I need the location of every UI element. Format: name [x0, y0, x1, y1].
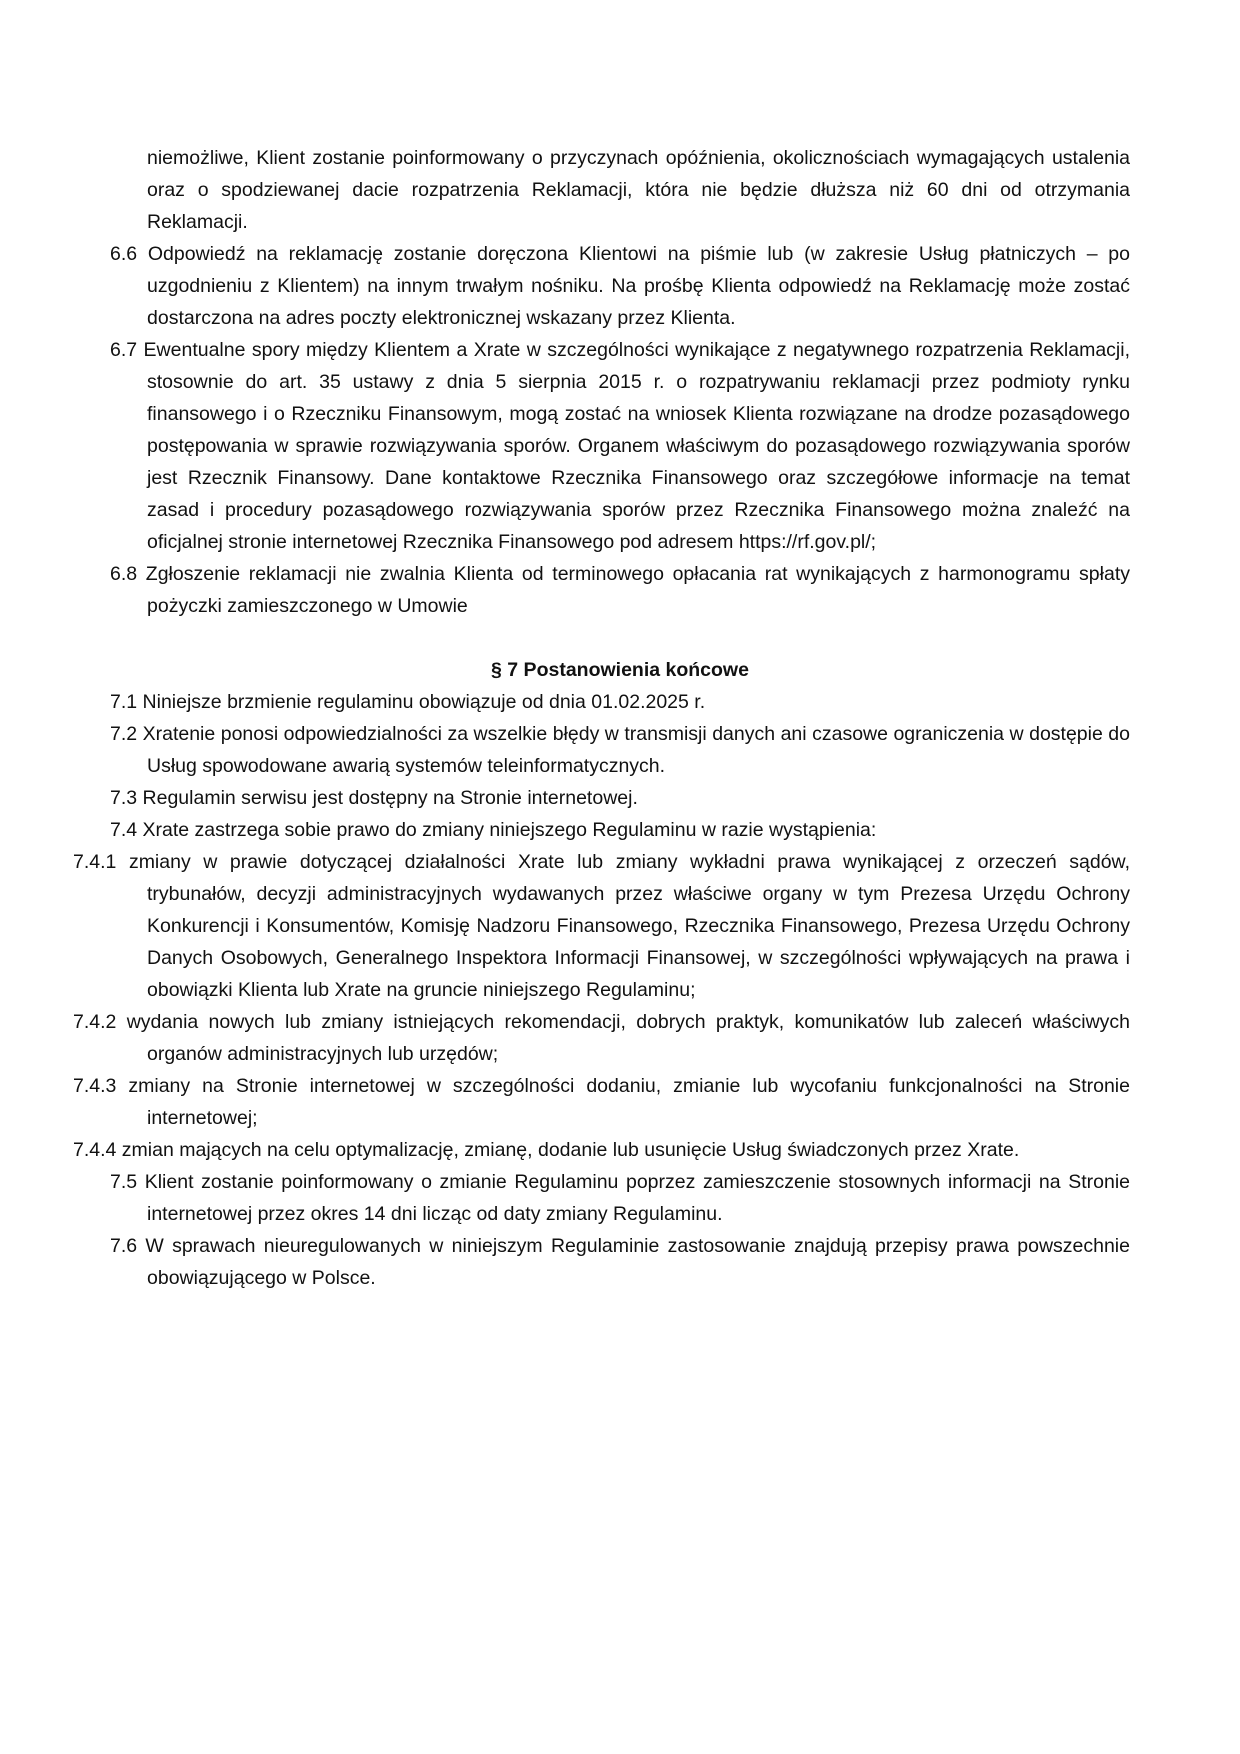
clause-text: wydania nowych lub zmiany istniejących rekomendacji, dobrych praktyk, komunikatów lub zaleceń właściwych organów administracyjnych lub urzędów;	[126, 1011, 1130, 1065]
clause-number: 7.6	[110, 1235, 138, 1257]
clause-number: 6.6	[110, 243, 138, 265]
clause-number: 7.4.1	[73, 851, 117, 873]
paragraph-6-5-continuation: niemożliwe, Klient zostanie poinformowany o przyczynach opóźnienia, okolicznościach wymagających ustalenia oraz o spodziewanej dacie rozpatrzenia Reklamacji, która nie będzie dłuższa niż 60 dni od otrzymania Reklamacji.	[147, 147, 1130, 233]
section-7-heading: § 7 Postanowienia końcowe	[491, 659, 749, 681]
clause-7-4-4	[73, 1134, 1130, 1166]
clause-7-5	[110, 1166, 1130, 1230]
clause-number: 6.8	[110, 563, 138, 585]
clause-number: 7.2	[110, 723, 138, 745]
clause-number: 6.7	[110, 339, 138, 361]
clause-number: 7.1	[110, 691, 138, 713]
clause-6-6	[110, 238, 1130, 334]
clause-number: 7.4.2	[73, 1011, 117, 1033]
clause-text: Xratenie ponosi odpowiedzialności za wszelkie błędy w transmisji danych ani czasowe ograniczenia w dostępie do Usług spowodowane awarią systemów teleinformatycznych.	[142, 723, 1130, 777]
clause-6-8	[110, 558, 1130, 622]
clause-text: Odpowiedź na reklamację zostanie doręczona Klientowi na piśmie lub (w zakresie Usług płatniczych – po uzgodnieniu z Klientem) na innym trwałym nośniku. Na prośbę Klienta odpowiedź na Reklamację może zostać dostarczona na adres poczty elektronicznej wskazany przez Klienta.	[147, 243, 1130, 329]
clause-text: zmiany w prawie dotyczącej działalności Xrate lub zmiany wykładni prawa wynikającej z orzeczeń sądów, trybunałów, decyzji administracyjnych wydawanych przez właściwe organy w tym Prezesa Urzędu Ochrony Konkurencji i Konsumentów, Komisję Nadzoru Finansowego, Rzecznika Finansowego, Prezesa Urzędu Ochrony Danych Osobowych, Generalnego Inspektora Informacji Finansowej, w szczególności wpływających na prawa i obowiązki Klienta lub Xrate na gruncie niniejszego Regulaminu;	[128, 851, 1130, 1001]
clause-text: Niniejsze brzmienie regulaminu obowiązuje od dnia 01.02.2025 r.	[142, 691, 706, 713]
clause-number: 7.5	[110, 1171, 138, 1193]
clause-text: Xrate zastrzega sobie prawo do zmiany niniejszego Regulaminu w razie wystąpienia:	[142, 819, 877, 841]
clause-number: 7.4	[110, 819, 138, 841]
clause-text: Ewentualne spory między Klientem a Xrate w szczególności wynikające z negatywnego rozpatrzenia Reklamacji, stosownie do art. 35 ustawy z dnia 5 sierpnia 2015 r. o rozpatrywaniu reklamacji przez podmioty rynku finansowego i o Rzeczniku Finansowym, mogą zostać na wniosek Klienta rozwiązane na drodze pozasądowego postępowania w sprawie rozwiązywania sporów. Organem właściwym do pozasądowego rozwiązywania sporów jest Rzecznik Finansowy. Dane kontaktowe Rzecznika Finansowego oraz szczegółowe informacje na temat zasad i procedury pozasądowego rozwiązywania sporów przez Rzecznika Finansowego można znaleźć na oficjalnej stronie internetowej Rzecznika Finansowego pod adresem https://rf.gov.pl/;	[143, 339, 1131, 553]
clause-7-1	[110, 686, 1130, 718]
clause-6-7	[110, 334, 1130, 558]
clause-text: zmiany na Stronie internetowej w szczególności dodaniu, zmianie lub wycofaniu funkcjonalności na Stronie internetowej;	[128, 1075, 1130, 1129]
clause-number: 7.4.3	[73, 1075, 117, 1097]
document-body	[73, 142, 1131, 1294]
clause-text: Klient zostanie poinformowany o zmianie Regulaminu poprzez zamieszczenie stosownych informacji na Stronie internetowej przez okres 14 dni licząc od daty zmiany Regulaminu.	[144, 1171, 1130, 1225]
clause-text: zmian mających na celu optymalizację, zmianę, dodanie lub usunięcie Usług świadczonych przez Xrate.	[121, 1139, 1020, 1161]
clause-7-2	[110, 718, 1130, 782]
clause-text: Zgłoszenie reklamacji nie zwalnia Klienta od terminowego opłacania rat wynikających z harmonogramu spłaty pożyczki zamieszczonego w Umowie	[145, 563, 1131, 617]
clause-text: W sprawach nieuregulowanych w niniejszym Regulaminie zastosowanie znajdują przepisy prawa powszechnie obowiązującego w Polsce.	[145, 1235, 1130, 1289]
clause-7-6	[110, 1230, 1130, 1294]
clause-7-3	[110, 782, 1130, 814]
clause-7-4-2	[73, 1006, 1130, 1070]
clause-number: 7.3	[110, 787, 138, 809]
clause-7-4-1	[73, 846, 1130, 1006]
clause-7-4	[110, 814, 1130, 846]
clause-number: 7.4.4	[73, 1139, 117, 1161]
clause-text: Regulamin serwisu jest dostępny na Stronie internetowej.	[142, 787, 638, 809]
clause-7-4-3	[73, 1070, 1130, 1134]
